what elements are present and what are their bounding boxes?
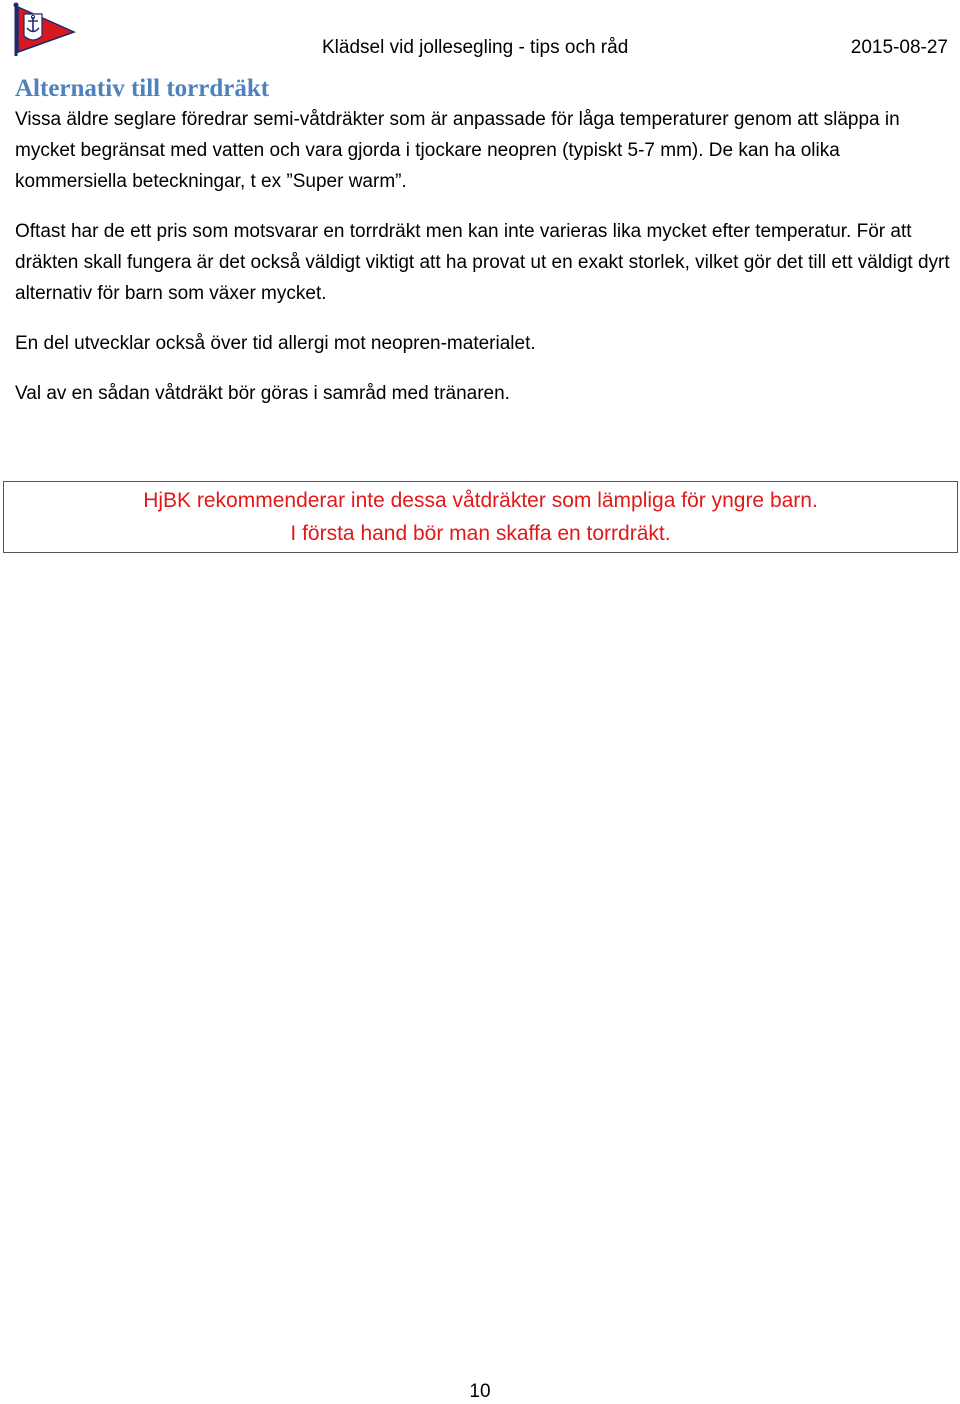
paragraph: Vissa äldre seglare föredrar semi-våtdräkter som är anpassade för låga temperaturer genom att släppa in mycket begränsat med vatten och vara gjorda i tjockare neopren (typiskt 5-7 mm). De kan ha olika kommersiella beteckningar, t ex ”Super warm”.	[15, 109, 900, 192]
paragraph: Val av en sådan våtdräkt bör göras i samråd med tränaren.	[15, 383, 510, 404]
page-number: 10	[469, 1381, 491, 1402]
paragraph: Oftast har de ett pris som motsvarar en torrdräkt men kan inte varieras lika mycket efter temperatur. För att dräkten skall fungera är det också väldigt viktigt att ha provat ut en exakt storlek, vilket gör det till ett väldigt dyrt alternativ för barn som växer mycket.	[15, 221, 950, 304]
paragraph: En del utvecklar också över tid allergi mot neopren-materialet.	[15, 333, 536, 354]
callout-line: I första hand bör man skaffa en torrdräkt.	[290, 522, 671, 545]
document-header-title: Klädsel vid jollesegling - tips och råd	[322, 37, 629, 58]
section-heading: Alternativ till torrdräkt	[15, 75, 270, 102]
club-pennant-icon	[12, 2, 78, 58]
recommendation-callout	[3, 481, 958, 553]
callout-line: HjBK rekommenderar inte dessa våtdräkter som lämpliga för yngre barn.	[143, 489, 818, 512]
document-header-date: 2015-08-27	[850, 37, 948, 58]
section-body	[15, 104, 950, 428]
